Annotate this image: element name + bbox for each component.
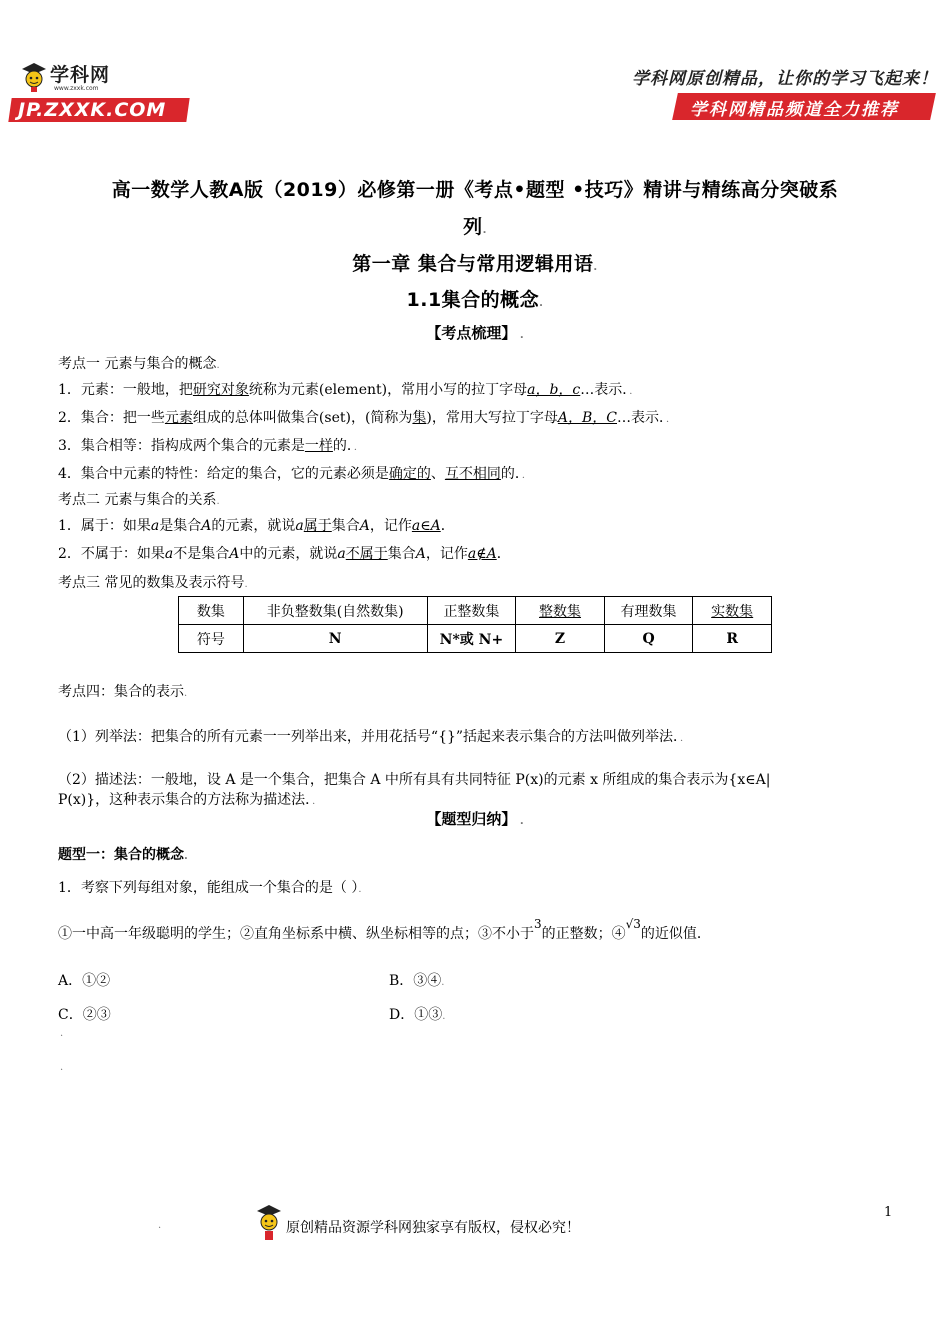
t: 不是集合 xyxy=(173,546,230,562)
u: a∉A xyxy=(467,546,497,562)
tixing-heading: 【题型归纳】 . xyxy=(426,810,524,828)
table-cell: Q xyxy=(604,625,693,653)
v: A xyxy=(359,518,370,534)
table-cell: N*或 N+ xyxy=(427,625,516,653)
table-cell: 正整数集 xyxy=(427,597,516,625)
v: a xyxy=(150,518,160,534)
table-row xyxy=(179,597,772,625)
t: 4．集合中元素的特性：给定的集合，它的元素必须是 xyxy=(58,466,389,482)
t: 1．考察下列每组对象，能组成一个集合的是（ ） xyxy=(58,880,359,896)
doc-title-line1: 高一数学人教A版（2019）必修第一册《考点•题型 •技巧》精讲与精练高分突破系 xyxy=(111,179,839,201)
table-cell: 非负整数集(自然数集) xyxy=(243,597,427,625)
kd1-title-text: 考点一 元素与集合的概念 xyxy=(58,356,217,372)
u: a，b，c xyxy=(527,382,581,398)
paragraph-mark: . xyxy=(60,1028,64,1039)
t: ①一中高一年级聪明的学生；②直角坐标系中横、纵坐标相等的点；③不小于 xyxy=(58,926,534,942)
t: 是集合 xyxy=(159,518,202,534)
section-title: 1.1集合的概念. xyxy=(406,289,544,311)
t: ． xyxy=(440,518,455,534)
kd4-title-text: 考点四：集合的表示 xyxy=(58,684,184,700)
header-slogan: 学科网原创精品，让你的学习飞起来！ xyxy=(632,69,938,89)
t: 的． xyxy=(332,438,354,454)
t: 的正整数；④ xyxy=(541,926,626,942)
t: )，常用大写拉丁字母 xyxy=(426,410,558,426)
page-number: 1 xyxy=(884,1205,893,1220)
mascot-icon xyxy=(255,1204,283,1244)
slogan-bar-text: 学科网精品频道全力推荐 xyxy=(690,100,899,120)
kd3-title: 考点三 常见的数集及表示符号. xyxy=(58,575,248,591)
v: a xyxy=(337,546,346,562)
u: A，B，C xyxy=(557,410,617,426)
t: …表示． xyxy=(617,410,666,426)
t: 1．元素：一般地，把 xyxy=(58,382,193,398)
question-1-desc xyxy=(58,917,711,943)
t: （1）列举法：把集合的所有元素一一列举出来，并用花括号“{}”括起来表示集合的方法叫做列举法． xyxy=(58,729,681,745)
kd1-item-2: 2．集合：把一些元素组成的总体叫做集合(set)，(简称为集)，常用大写拉丁字母A，B，C…表示．． xyxy=(58,410,676,426)
table-cell: 符号 xyxy=(179,625,244,653)
u: 元素 xyxy=(164,410,193,426)
t: …表示． xyxy=(580,382,630,398)
u: a∈A xyxy=(411,518,441,534)
kd4-para-2-line2: P(x)}，这种表示集合的方法称为描述法．． xyxy=(58,792,323,808)
table-cell: 实数集 xyxy=(693,597,772,625)
kd2-item-2 xyxy=(58,543,511,563)
t: 集合 xyxy=(387,546,416,562)
v: A xyxy=(415,546,426,562)
logo-site-text: www.zxxk.com xyxy=(54,85,99,92)
t: 3．集合相等：指构成两个集合的元素是 xyxy=(58,438,305,454)
t: 的元素，就说 xyxy=(211,518,296,534)
table-cell: 有理数集 xyxy=(604,597,693,625)
paragraph-mark: . xyxy=(158,1220,162,1231)
section-text: 1.1集合的概念 xyxy=(406,289,540,311)
v: A xyxy=(229,546,240,562)
t: ． xyxy=(496,546,511,562)
copyright-notice: 原创精品资源学科网独家享有版权，侵权必究！ xyxy=(286,1220,580,1236)
t: ，记作 xyxy=(425,546,468,562)
tixing-heading-text: 【题型归纳】 xyxy=(426,810,517,828)
t: 2．不属于：如果 xyxy=(58,546,165,562)
t: 统称为元素(element)，常用小写的拉丁字母 xyxy=(248,382,528,398)
v: A xyxy=(201,518,212,534)
u: 不属于 xyxy=(345,546,388,562)
logo-domain: JP.ZXXK.COM xyxy=(18,99,167,121)
table-cell: R xyxy=(693,625,772,653)
title-line2-text: 列 xyxy=(463,216,483,238)
u: 一样 xyxy=(304,438,333,454)
tx1-title-text: 题型一：集合的概念 xyxy=(58,847,184,863)
u: 确定的 xyxy=(388,466,431,482)
chapter-title: 第一章 集合与常用逻辑用语. xyxy=(352,253,598,275)
t: 、 xyxy=(430,466,445,482)
u: 互不相同 xyxy=(444,466,501,482)
logo-cn-text: 学科网 xyxy=(50,64,111,86)
t: 1．属于：如果 xyxy=(58,518,151,534)
v: a xyxy=(164,546,174,562)
kd4-title: 考点四：集合的表示. xyxy=(58,684,188,700)
paragraph-mark: . xyxy=(60,1062,64,1073)
kd3-title-text: 考点三 常见的数集及表示符号 xyxy=(58,575,245,591)
kaodian-heading-text: 【考点梳理】 xyxy=(426,324,517,342)
mascot-icon xyxy=(20,62,48,92)
kaodian-heading: 【考点梳理】 . xyxy=(426,324,524,342)
t: 2．集合：把一些 xyxy=(58,410,165,426)
option-d[interactable]: D．①③. xyxy=(389,1007,446,1023)
t: 集合 xyxy=(331,518,360,534)
table-cell: N xyxy=(243,625,427,653)
t: B．③④ xyxy=(389,973,442,989)
question-1: 1．考察下列每组对象，能组成一个集合的是（ ）． xyxy=(58,880,369,896)
table-cell: Z xyxy=(516,625,605,653)
t: 组成的总体叫做集合(set)，(简称为 xyxy=(192,410,413,426)
chapter-text: 第一章 集合与常用逻辑用语 xyxy=(352,253,594,275)
v: a xyxy=(295,518,304,534)
kd2-title: 考点二 元素与集合的关系. xyxy=(58,492,220,508)
u: 属于 xyxy=(303,518,332,534)
kd1-item-4: 4．集合中元素的特性：给定的集合，它的元素必须是确定的、互不相同的．． xyxy=(58,466,532,482)
u: 研究对象 xyxy=(192,382,249,398)
table-cell: 数集 xyxy=(179,597,244,625)
t: P(x)}，这种表示集合的方法称为描述法． xyxy=(58,792,313,808)
t: 的． xyxy=(500,466,522,482)
t: 3 xyxy=(534,917,542,931)
t: 的近似值． xyxy=(640,926,711,942)
number-sets-table xyxy=(178,596,772,653)
t: 中的元素，就说 xyxy=(239,546,338,562)
table-cell: 整数集 xyxy=(516,597,605,625)
kd4-para-2-line1: （2）描述法：一般地，设 A 是一个集合，把集合 A 中所有具有共同特征 P(x)的元素 x 所组成的集合表示为{x∈A| xyxy=(58,772,771,788)
option-b[interactable]: B．③④. xyxy=(389,973,445,989)
t: D．①③ xyxy=(389,1007,443,1023)
option-a[interactable]: A．①② xyxy=(58,973,111,989)
t: ，记作 xyxy=(369,518,412,534)
option-c[interactable]: C．②③ xyxy=(58,1007,111,1023)
kd1-title: 考点一 元素与集合的概念. xyxy=(58,356,220,372)
doc-title-line2: 列. xyxy=(463,216,487,238)
tx1-title: 题型一：集合的概念. xyxy=(58,847,188,863)
u: 集 xyxy=(412,410,427,426)
zxxk-logo[interactable] xyxy=(10,58,190,128)
kd2-item-1 xyxy=(58,515,455,535)
kd1-item-1: 1．元素：一般地，把研究对象统称为元素(element)，常用小写的拉丁字母a，b，c…表示．． xyxy=(58,382,640,398)
kd2-title-text: 考点二 元素与集合的关系 xyxy=(58,492,217,508)
t: √3 xyxy=(625,917,641,931)
table-row xyxy=(179,625,772,653)
kd1-item-3: 3．集合相等：指构成两个集合的元素是一样的．． xyxy=(58,438,364,454)
kd4-para-1: （1）列举法：把集合的所有元素一一列举出来，并用花括号“{}”括起来表示集合的方法叫做列举法．． xyxy=(58,729,691,745)
